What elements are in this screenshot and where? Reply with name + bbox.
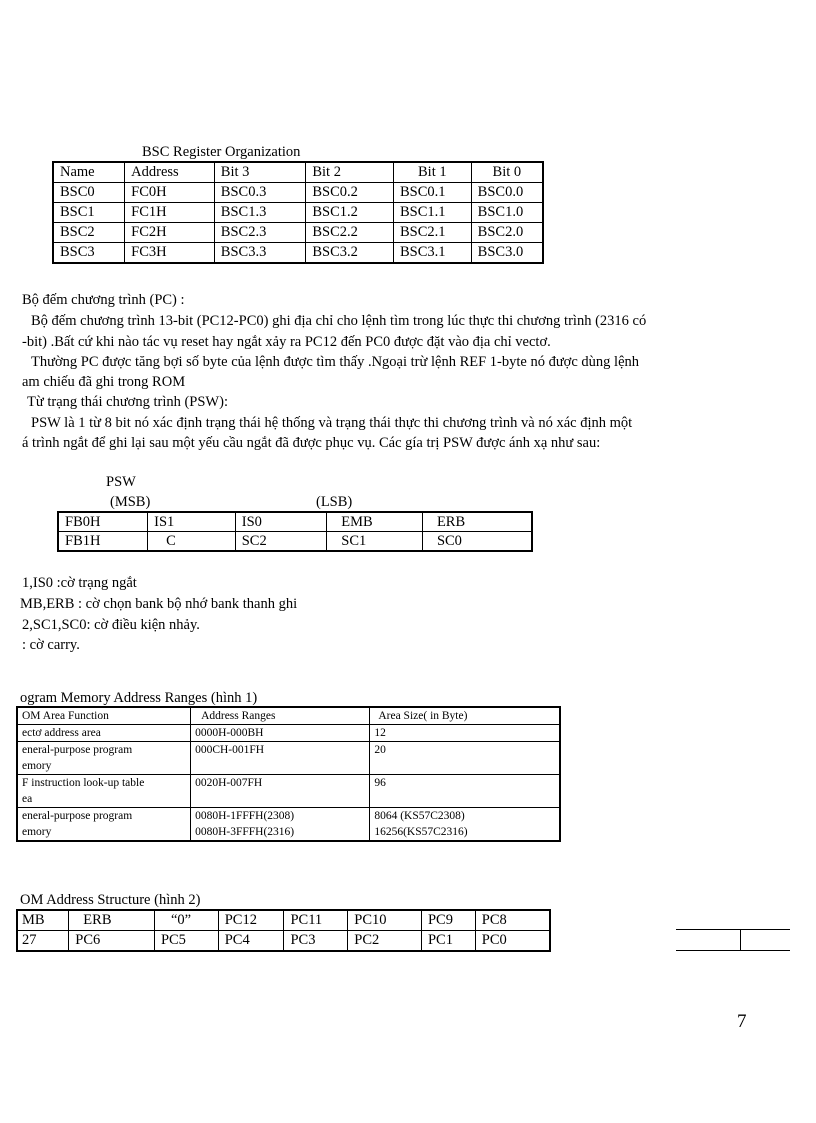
table-cell: BSC2.0	[471, 223, 543, 243]
table-cell	[191, 775, 370, 808]
table-cell: BSC3.3	[214, 243, 306, 264]
table-cell	[370, 742, 560, 775]
table-cell: “0”	[154, 910, 218, 931]
table-cell: BSC2.3	[214, 223, 306, 243]
cell-line: ea	[22, 793, 33, 805]
table-cell: SC2	[235, 532, 327, 552]
table-cell: FC3H	[125, 243, 215, 264]
cell-line: emory	[22, 826, 52, 838]
bsc-register-table	[52, 161, 544, 264]
header-cell: Name	[53, 162, 125, 183]
psw-lsb-label: (LSB)	[316, 494, 353, 510]
cell-line: 16256(KS57C2316)	[374, 826, 468, 838]
table-cell: FC1H	[125, 203, 215, 223]
table-row	[53, 203, 543, 223]
cell-line: 20	[374, 744, 386, 756]
table-cell: BSC0.1	[393, 183, 471, 203]
table-cell: PC3	[284, 931, 348, 952]
table-row	[17, 910, 550, 931]
table-cell: PC9	[421, 910, 475, 931]
table-cell: BSC1	[53, 203, 125, 223]
table-cell	[191, 725, 370, 742]
psw-msb-label: (MSB)	[110, 494, 151, 510]
cell-line: 000CH-001FH	[195, 744, 265, 756]
rom-caption: OM Address Structure (hình 2)	[20, 892, 201, 908]
table-cell: 27	[17, 931, 69, 952]
pc-heading: Bộ đếm chương trình (PC) :	[22, 292, 185, 308]
cell-line: 0080H-1FFFH(2308)	[195, 810, 295, 822]
pc-paragraph-line: -bit) .Bất cứ khi nào tác vụ reset hay ngắt xảy ra PC12 đến PC0 được đặt vào địa chỉ vectơ.	[22, 334, 551, 350]
header-cell: OM Area Function	[17, 707, 191, 725]
table-cell: PC10	[348, 910, 422, 931]
cell-line: ectơ address area	[22, 727, 101, 739]
table-row	[53, 243, 543, 264]
header-cell: Bit 3	[214, 162, 306, 183]
header-cell: Bit 0	[471, 162, 543, 183]
table-cell: PC2	[348, 931, 422, 952]
table-cell	[17, 742, 191, 775]
table-cell: PC8	[475, 910, 550, 931]
table-row	[17, 742, 560, 775]
cell-line: 0000H-000BH	[195, 727, 264, 739]
pc-paragraph-line: Thường PC được tăng bợi số byte của lệnh được tìm thấy .Ngoại trừ lệnh REF 1-byte nó được dùng lệnh	[31, 354, 640, 370]
header-cell: Area Size( in Byte)	[370, 707, 560, 725]
table-cell	[17, 725, 191, 742]
table-cell: BSC3.2	[306, 243, 394, 264]
table-cell: BSC2.2	[306, 223, 394, 243]
table-cell: PC5	[154, 931, 218, 952]
table-cell	[370, 808, 560, 842]
rom-address-table	[16, 909, 551, 952]
table-cell: PC1	[421, 931, 475, 952]
table-cell: FB0H	[58, 512, 148, 532]
note-line: 2,SC1,SC0: cờ điều kiện nhảy.	[22, 617, 200, 633]
cell-line: 0020H-007FH	[195, 777, 263, 789]
divider-line	[676, 950, 790, 951]
header-cell: Bit 2	[306, 162, 394, 183]
table-cell	[370, 725, 560, 742]
table-cell: C	[148, 532, 236, 552]
table-row	[17, 775, 560, 808]
table-cell: BSC2	[53, 223, 125, 243]
table-cell: ERB	[422, 512, 532, 532]
cell-line: 8064 (KS57C2308)	[374, 810, 465, 822]
table-cell: SC1	[327, 532, 423, 552]
table-cell: BSC1.0	[471, 203, 543, 223]
table-cell: BSC1.2	[306, 203, 394, 223]
table-row	[17, 931, 550, 952]
pc-paragraph-line: Bộ đếm chương trình 13-bit (PC12-PC0) ghi địa chỉ cho lệnh tìm trong lúc thực thi chương trình (2316 có	[31, 313, 647, 329]
cell-line: F instruction look-up table	[22, 777, 145, 789]
table-cell: EMB	[327, 512, 423, 532]
table-row	[58, 532, 532, 552]
table-cell: BSC1.1	[393, 203, 471, 223]
table-cell: FC2H	[125, 223, 215, 243]
table-cell: PC12	[218, 910, 284, 931]
cell-line: eneral-purpose program	[22, 810, 133, 822]
table-cell: IS0	[235, 512, 327, 532]
header-cell: Address	[125, 162, 215, 183]
table-cell: BSC0.0	[471, 183, 543, 203]
table-cell: BSC3.0	[471, 243, 543, 264]
table-cell: BSC0	[53, 183, 125, 203]
cell-line: eneral-purpose program	[22, 744, 133, 756]
divider-line	[676, 929, 790, 930]
pc-paragraph-line: am chiếu đã ghi trong ROM	[22, 374, 186, 390]
table-cell: BSC0.3	[214, 183, 306, 203]
table-cell	[17, 775, 191, 808]
table-cell: BSC3.1	[393, 243, 471, 264]
psw-table	[57, 511, 533, 552]
table-cell: SC0	[422, 532, 532, 552]
table-cell: FC0H	[125, 183, 215, 203]
table-cell: MB	[17, 910, 69, 931]
mem-caption: ogram Memory Address Ranges (hình 1)	[20, 690, 258, 706]
table-cell: BSC2.1	[393, 223, 471, 243]
table-cell: BSC0.2	[306, 183, 394, 203]
psw-paragraph-line: á trình ngắt để ghi lại sau một yếu cầu ngắt đã được phục vụ. Các gía trị PSW được ánh xạ như sau:	[22, 435, 601, 451]
table-header-row	[53, 162, 543, 183]
memory-ranges-table	[16, 706, 561, 842]
table-cell: IS1	[148, 512, 236, 532]
table-cell: ERB	[69, 910, 155, 931]
table-cell	[370, 775, 560, 808]
header-cell: Bit 1	[393, 162, 471, 183]
table-row	[17, 808, 560, 842]
cell-line: 96	[374, 777, 386, 789]
page-number: 7	[737, 1011, 747, 1032]
table-cell: PC6	[69, 931, 155, 952]
note-line: 1,IS0 :cờ trạng ngắt	[22, 575, 137, 591]
bsc-caption: BSC Register Organization	[142, 144, 301, 160]
cell-line: emory	[22, 760, 52, 772]
psw-paragraph-line: PSW là 1 từ 8 bit nó xác định trạng thái hệ thống và trạng thái thực thi chương trình và nó xác định một	[31, 415, 633, 431]
table-header-row	[17, 707, 560, 725]
table-row	[17, 725, 560, 742]
table-cell: BSC1.3	[214, 203, 306, 223]
divider-line	[740, 929, 741, 950]
table-cell: FB1H	[58, 532, 148, 552]
table-row	[58, 512, 532, 532]
table-row	[53, 223, 543, 243]
note-line: : cờ carry.	[22, 637, 80, 653]
psw-title: PSW	[106, 474, 136, 490]
cell-line: 12	[374, 727, 386, 739]
table-row	[53, 183, 543, 203]
note-line: MB,ERB : cờ chọn bank bộ nhớ bank thanh ghi	[20, 596, 298, 612]
table-cell	[191, 808, 370, 842]
psw-heading: Từ trạng thái chương trình (PSW):	[27, 394, 228, 410]
table-cell	[191, 742, 370, 775]
table-cell: PC4	[218, 931, 284, 952]
cell-line: 0080H-3FFFH(2316)	[195, 826, 295, 838]
header-cell: Address Ranges	[191, 707, 370, 725]
table-cell: PC11	[284, 910, 348, 931]
table-cell: BSC3	[53, 243, 125, 264]
table-cell	[17, 808, 191, 842]
table-cell: PC0	[475, 931, 550, 952]
